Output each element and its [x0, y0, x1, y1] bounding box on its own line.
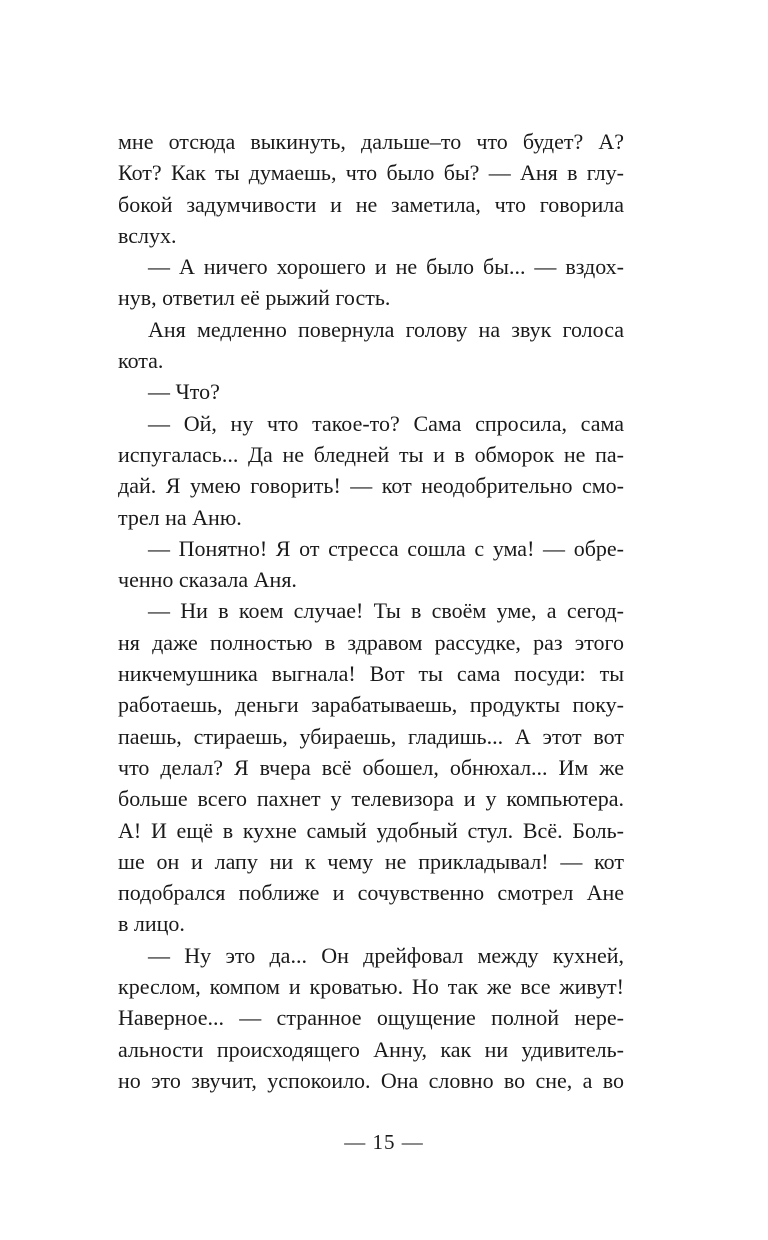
text-line: ня даже полностью в здравом рассудке, раз этого	[118, 629, 624, 655]
text-line: нув, ответил её рыжий гость.	[118, 285, 391, 311]
text-line: трел на Аню.	[118, 504, 242, 530]
text-line: Наверное... — странное ощущение полной нере-	[118, 1005, 624, 1031]
text-line: — Понятно! Я от стресса сошла с ума! — обре-	[148, 535, 624, 561]
text-line: что делал? Я вчера всё обошел, обнюхал... Им же	[118, 754, 624, 780]
text-line: никчемушника выгнала! Вот ты сама посуди: ты	[118, 661, 624, 687]
text-line: Кот? Как ты думаешь, что было бы? — Аня в глу-	[118, 160, 624, 186]
text-line: Аня медленно повернула голову на звук голоса	[148, 316, 624, 342]
text-line: дай. Я умею говорить! — кот неодобрительно смо-	[118, 473, 624, 499]
text-line: — Что?	[148, 379, 220, 405]
text-line: вслух.	[118, 222, 177, 248]
text-line: в лицо.	[118, 911, 185, 937]
text-line: А! И ещё в кухне самый удобный стул. Всё. Боль-	[118, 817, 624, 843]
text-line: испугалась... Да не бледней ты и в обморок не па-	[118, 441, 624, 467]
text-line: креслом, компом и кроватью. Но так же все живут!	[118, 974, 624, 1000]
text-line: — Ни в коем случае! Ты в своём уме, а сегод-	[148, 598, 624, 624]
text-line: кота.	[118, 348, 164, 374]
text-line: бокой задумчивости и не заметила, что говорила	[118, 191, 624, 217]
text-line: больше всего пахнет у телевизора и у компьютера.	[118, 786, 624, 812]
text-line: — Ну это да... Он дрейфовал между кухней,	[148, 942, 624, 968]
text-line: но это звучит, успокоило. Она словно во сне, а во	[118, 1067, 624, 1093]
text-line: — Ой, ну что такое-то? Сама спросила, сама	[148, 410, 624, 436]
page-number: — 15 —	[344, 1130, 424, 1154]
text-line: подобрался поближе и сочувственно смотрел Ане	[118, 880, 624, 906]
text-line: альности происходящего Анну, как ни удивитель-	[118, 1036, 624, 1062]
text-line: паешь, стираешь, убираешь, гладишь... А этот вот	[118, 723, 624, 749]
text-line: ченно сказала Аня.	[118, 567, 297, 593]
text-line: мне отсюда выкинуть, дальше–то что будет? А?	[118, 129, 624, 154]
body-text	[118, 126, 624, 1096]
text-line: — А ничего хорошего и не было бы... — вздох-	[148, 254, 624, 280]
text-line: работаешь, деньги зарабатываешь, продукты поку-	[118, 692, 624, 718]
text-line: ше он и лапу ни к чему не прикладывал! — кот	[118, 848, 624, 874]
